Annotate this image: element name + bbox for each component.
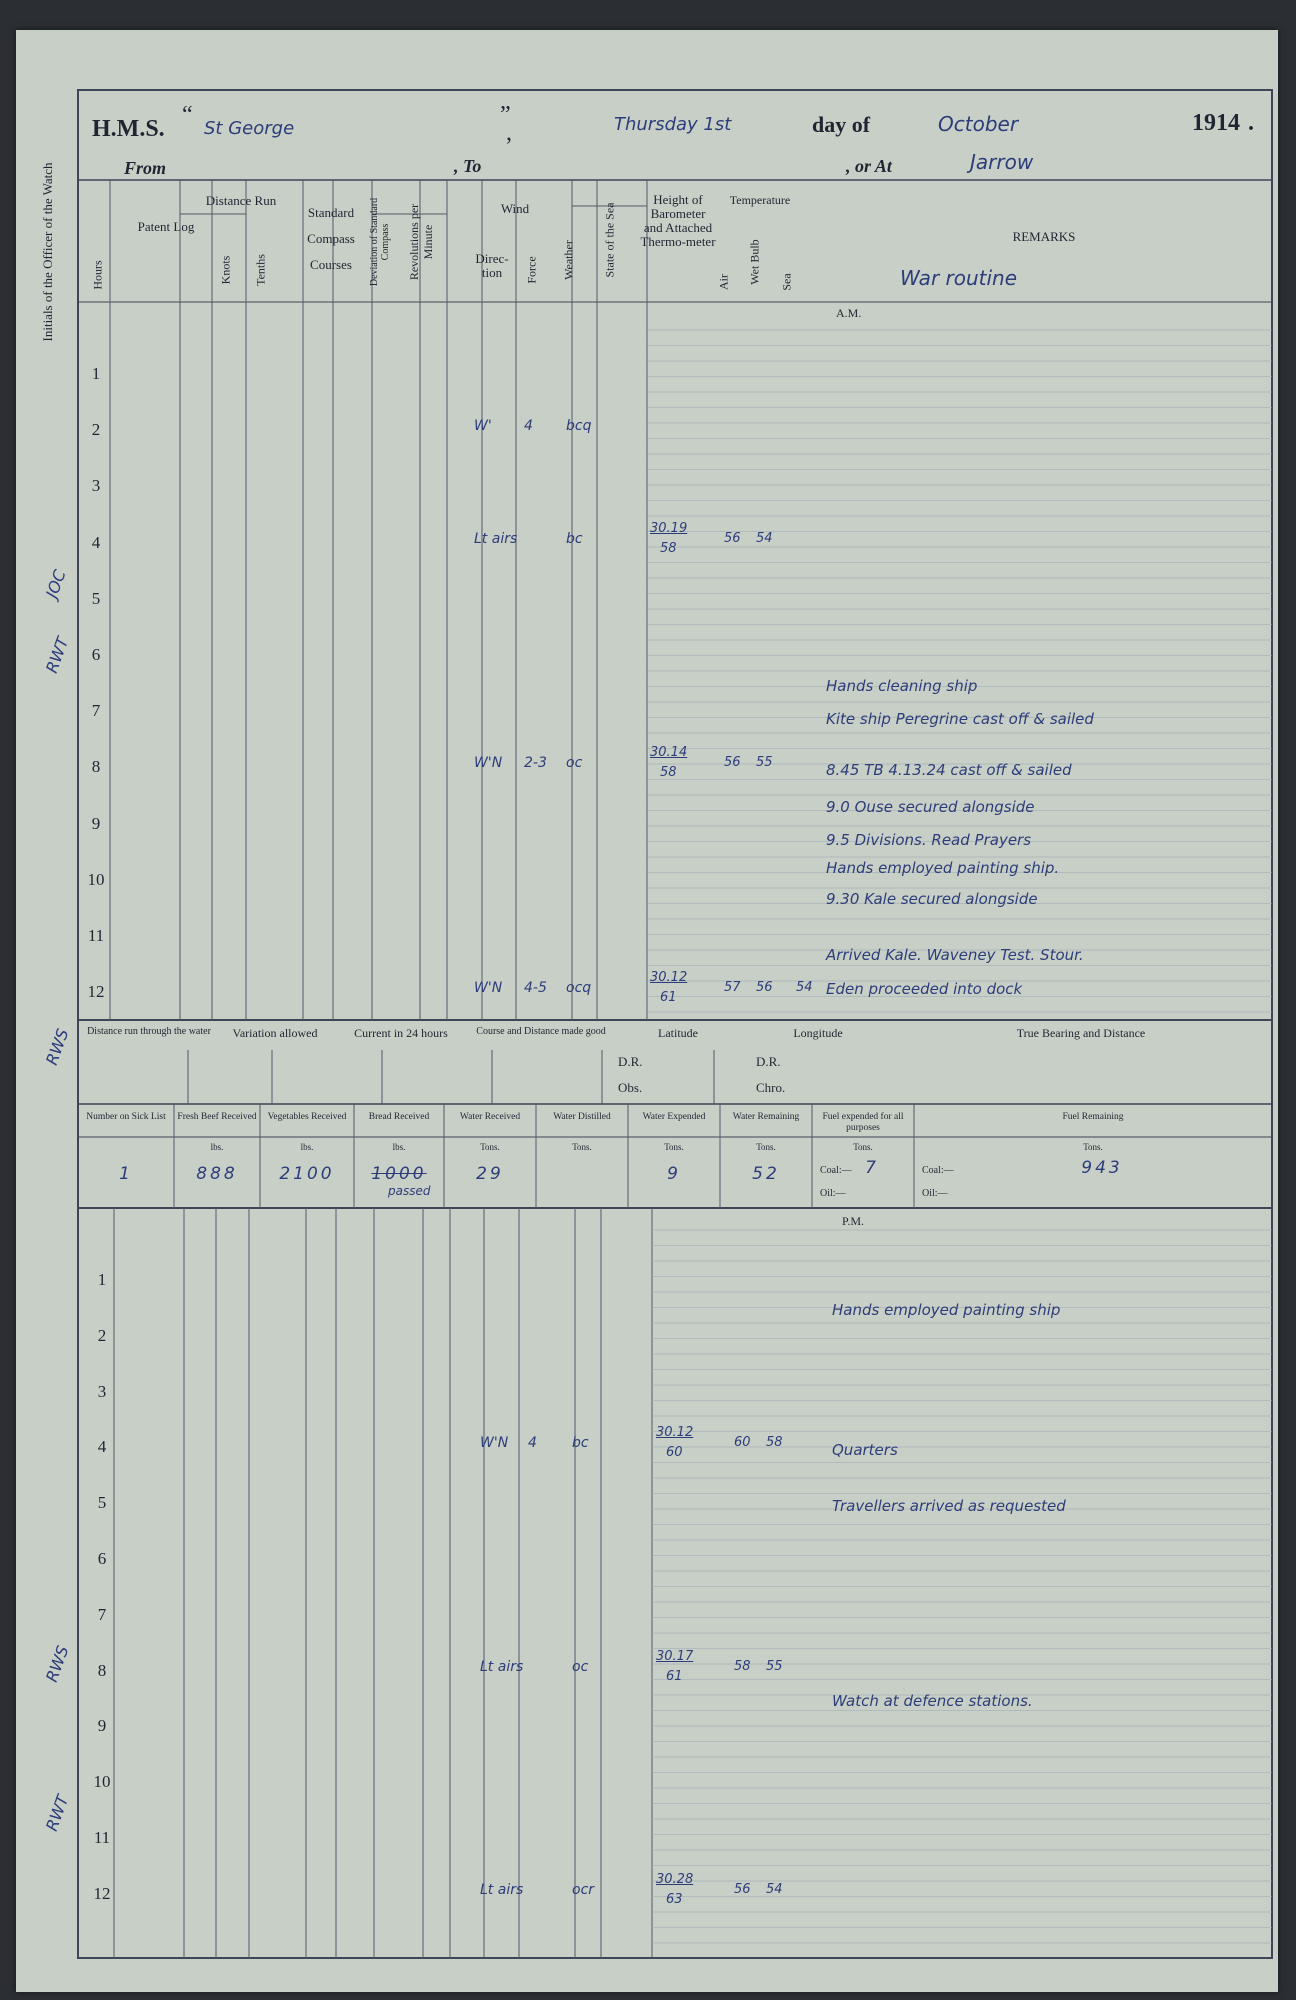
officer-initials: JOC bbox=[42, 567, 70, 601]
hour-label: 7 bbox=[97, 1604, 107, 1624]
nav-longitude: Longitude bbox=[793, 1026, 843, 1040]
hour-label: 9 bbox=[97, 1716, 107, 1736]
stores-unit: lbs. bbox=[300, 1142, 314, 1152]
nav-variation: Variation allowed bbox=[232, 1026, 318, 1040]
col-remarks: REMARKS bbox=[1012, 229, 1076, 244]
wind-direction: Lt airs bbox=[474, 530, 518, 547]
stores-unit: Tons. bbox=[664, 1142, 684, 1152]
hour-label: 12 bbox=[93, 1883, 111, 1903]
col-sea: Sea bbox=[779, 273, 794, 291]
weather-code: bcq bbox=[566, 418, 592, 435]
hour-label: 3 bbox=[91, 476, 101, 496]
col-temperature: Temperature bbox=[729, 193, 791, 207]
wet-bulb-temp: 54 bbox=[766, 1881, 783, 1897]
wind-direction: W' bbox=[474, 418, 492, 435]
stores-header: Number on Sick List bbox=[86, 1112, 166, 1122]
officer-initials: RWS bbox=[42, 1026, 73, 1068]
barometer: 30.12 bbox=[650, 970, 688, 986]
remarks-heading: War routine bbox=[900, 266, 1018, 290]
air-temp: 56 bbox=[724, 755, 741, 771]
comma: , bbox=[506, 120, 512, 146]
remark-line: Quarters bbox=[832, 1440, 898, 1459]
stores-value: 7 bbox=[865, 1158, 879, 1178]
stores-unit: lbs. bbox=[210, 1142, 224, 1152]
weather-code: bc bbox=[572, 1435, 589, 1452]
hour-label: 10 bbox=[93, 1772, 111, 1792]
stores-unit: Tons. bbox=[756, 1142, 776, 1152]
remark-line: Watch at defence stations. bbox=[832, 1692, 1033, 1711]
location: Jarrow bbox=[970, 150, 1034, 174]
open-quote: “ bbox=[182, 102, 193, 128]
nav-dr-lat: D.R. bbox=[618, 1054, 643, 1069]
sea-temp: 54 bbox=[796, 980, 813, 996]
col-patent-log: Patent Log bbox=[137, 219, 195, 234]
oil-label-remaining: Oil:— bbox=[922, 1188, 948, 1199]
hour-label: 3 bbox=[97, 1381, 107, 1401]
close-quote: ” bbox=[500, 102, 511, 128]
wind-force: 2-3 bbox=[524, 755, 547, 772]
weather-code: ocr bbox=[572, 1881, 595, 1898]
officer-initials: RWT bbox=[42, 1792, 73, 1834]
sidebar-label: Initials of the Officer of the Watch bbox=[40, 162, 55, 342]
am-label: A.M. bbox=[836, 306, 862, 320]
wind-direction: Lt airs bbox=[480, 1881, 524, 1898]
barometer: 30.28 bbox=[656, 1871, 694, 1887]
ship-label: H.M.S. bbox=[92, 116, 165, 142]
wet-bulb-temp: 55 bbox=[756, 755, 773, 771]
stores-unit: Tons. bbox=[853, 1142, 873, 1152]
from-label: From bbox=[124, 158, 167, 178]
wet-bulb-temp: 56 bbox=[756, 980, 773, 996]
day-name: Thursday 1st bbox=[614, 114, 732, 135]
col-wet-bulb: Wet Bulb bbox=[747, 239, 762, 285]
nav-obs: Obs. bbox=[618, 1080, 643, 1095]
log-grid bbox=[16, 30, 1278, 1992]
air-temp: 56 bbox=[734, 1881, 751, 1897]
hour-label: 4 bbox=[97, 1437, 107, 1457]
thermometer: 61 bbox=[666, 1668, 683, 1684]
wet-bulb-temp: 58 bbox=[766, 1435, 783, 1451]
to-label: , To bbox=[454, 156, 482, 176]
coal-label-remaining: Coal:— bbox=[922, 1165, 954, 1176]
wet-bulb-temp: 54 bbox=[756, 530, 773, 546]
hour-label: 6 bbox=[91, 645, 101, 664]
wind-force: 4-5 bbox=[524, 980, 547, 997]
thermometer: 61 bbox=[660, 990, 677, 1006]
thermometer: 58 bbox=[660, 540, 677, 556]
nav-dr-long: D.R. bbox=[756, 1054, 781, 1069]
wind-direction: Lt airs bbox=[480, 1658, 524, 1675]
hour-label: 7 bbox=[91, 701, 101, 721]
col-deviation: Deviation of Standard Compass bbox=[369, 197, 391, 287]
hour-label: 2 bbox=[97, 1325, 107, 1345]
stores-unit: lbs. bbox=[392, 1142, 406, 1152]
coal-label-expended: Coal:— bbox=[820, 1165, 852, 1176]
stores-header: Water Received bbox=[459, 1112, 521, 1122]
remark-line: Hands employed painting ship bbox=[832, 1301, 1061, 1320]
remark-line: Travellers arrived as requested bbox=[832, 1496, 1066, 1515]
remark-line: 9.5 Divisions. Read Prayers bbox=[826, 831, 1032, 850]
stores-value: 2100 bbox=[279, 1164, 335, 1184]
col-state-of-sea: State of the Sea bbox=[602, 202, 617, 278]
wind-direction: W'N bbox=[474, 755, 503, 772]
col-air: Air bbox=[716, 274, 731, 290]
hour-label: 6 bbox=[97, 1549, 107, 1568]
stores-header: Bread Received bbox=[368, 1112, 430, 1122]
hour-label: 8 bbox=[97, 1660, 107, 1680]
thermometer: 58 bbox=[660, 765, 677, 781]
col-knots: Knots bbox=[218, 255, 233, 285]
air-temp: 58 bbox=[734, 1658, 751, 1674]
nav-current: Current in 24 hours bbox=[354, 1026, 448, 1040]
hour-label: 8 bbox=[91, 757, 101, 777]
barometer: 30.19 bbox=[650, 520, 688, 536]
month: October bbox=[938, 112, 1019, 136]
year: 1914 bbox=[1192, 110, 1240, 136]
weather-code: bc bbox=[566, 530, 583, 547]
air-temp: 56 bbox=[724, 530, 741, 546]
day-of-label: day of bbox=[812, 112, 871, 137]
nav-chro: Chro. bbox=[756, 1080, 786, 1095]
ship-name: St George bbox=[204, 118, 295, 139]
air-temp: 57 bbox=[724, 980, 741, 996]
col-tenths: Tenths bbox=[253, 254, 268, 286]
or-at-label: , or At bbox=[846, 156, 892, 176]
year-dot: . bbox=[1248, 110, 1254, 136]
stores-unit: Tons. bbox=[480, 1142, 500, 1152]
hour-label: 10 bbox=[87, 869, 105, 889]
stores-value: 9 bbox=[667, 1164, 681, 1184]
hour-label: 12 bbox=[87, 982, 105, 1002]
col-standard-compass: Standard Compass Courses bbox=[307, 205, 355, 272]
remark-line: 9.0 Ouse secured alongside bbox=[826, 797, 1035, 816]
nav-course-distance: Course and Distance made good bbox=[476, 1026, 606, 1037]
hour-label: 9 bbox=[91, 813, 101, 833]
remark-line: Eden proceeded into dock bbox=[826, 980, 1023, 999]
wind-force: 4 bbox=[524, 418, 533, 435]
wet-bulb-temp: 55 bbox=[766, 1658, 783, 1674]
wind-direction: W'N bbox=[474, 980, 503, 997]
hour-label: 1 bbox=[91, 364, 101, 383]
stores-value: 1 bbox=[119, 1164, 133, 1184]
officer-initials: RWT bbox=[42, 634, 73, 676]
col-distance-run: Distance Run bbox=[205, 193, 277, 208]
stores-unit: Tons. bbox=[572, 1142, 592, 1152]
remark-line: Hands cleaning ship bbox=[826, 676, 978, 695]
oil-label-expended: Oil:— bbox=[820, 1188, 846, 1199]
nav-true-bearing: True Bearing and Distance bbox=[1016, 1026, 1146, 1040]
stores-header: Fresh Beef Received bbox=[177, 1112, 257, 1122]
weather-code: ocq bbox=[566, 980, 592, 997]
stores-value: 943 bbox=[1081, 1158, 1123, 1178]
bread-note: passed bbox=[388, 1184, 431, 1198]
stores-header: Vegetables Received bbox=[267, 1112, 347, 1122]
thermometer: 63 bbox=[666, 1891, 683, 1907]
thermometer: 60 bbox=[666, 1445, 683, 1461]
remark-line: Hands employed painting ship. bbox=[826, 859, 1060, 878]
pm-label: P.M. bbox=[842, 1214, 865, 1228]
col-weather: Weather bbox=[561, 240, 576, 280]
hour-label: 4 bbox=[91, 532, 101, 552]
hour-label: 5 bbox=[97, 1493, 107, 1513]
officer-initials: RWS bbox=[42, 1642, 73, 1685]
col-hours: Hours bbox=[90, 260, 105, 290]
wind-direction: W'N bbox=[480, 1435, 509, 1452]
stores-header: Water Expended bbox=[642, 1112, 706, 1122]
remark-line: 9.30 Kale secured alongside bbox=[826, 890, 1038, 909]
stores-value: 29 bbox=[476, 1164, 504, 1184]
remark-line: Arrived Kale. Waveney Test. Stour. bbox=[826, 946, 1084, 965]
hour-label: 5 bbox=[91, 588, 101, 608]
air-temp: 60 bbox=[734, 1435, 751, 1451]
col-wind: Wind bbox=[500, 201, 530, 216]
stores-value: 888 bbox=[196, 1164, 238, 1184]
col-force: Force bbox=[524, 256, 539, 284]
weather-code: oc bbox=[566, 755, 583, 772]
wind-force: 4 bbox=[528, 1435, 537, 1452]
stores-header: Water Distilled bbox=[553, 1112, 611, 1122]
barometer: 30.12 bbox=[656, 1425, 694, 1441]
stores-header: Fuel expended for all purposes bbox=[822, 1112, 904, 1133]
col-revolutions: Revolutions per Minute bbox=[407, 203, 435, 281]
log-page bbox=[16, 30, 1278, 1992]
barometer: 30.17 bbox=[656, 1648, 694, 1664]
hour-label: 11 bbox=[93, 1828, 111, 1847]
hour-label: 11 bbox=[87, 926, 105, 945]
nav-latitude: Latitude bbox=[658, 1026, 698, 1040]
remark-line: Kite ship Peregrine cast off & sailed bbox=[826, 710, 1094, 729]
remark-line: 8.45 TB 4.13.24 cast off & sailed bbox=[826, 761, 1072, 780]
hour-label: 2 bbox=[91, 420, 101, 440]
nav-distance-water: Distance run through the water bbox=[87, 1026, 211, 1037]
col-direction: Direc-tion bbox=[475, 251, 509, 280]
stores-value: 52 bbox=[752, 1164, 780, 1184]
stores-header: Water Remaining bbox=[732, 1112, 800, 1122]
stores-header: Fuel Remaining bbox=[1062, 1112, 1124, 1122]
stores-unit: Tons. bbox=[1083, 1142, 1103, 1152]
col-barometer: Height of Barometer and Attached Thermo-meter bbox=[640, 192, 716, 249]
stores-value: 1000 bbox=[371, 1164, 427, 1184]
barometer: 30.14 bbox=[650, 745, 688, 761]
weather-code: oc bbox=[572, 1658, 589, 1675]
hour-label: 1 bbox=[97, 1270, 107, 1289]
